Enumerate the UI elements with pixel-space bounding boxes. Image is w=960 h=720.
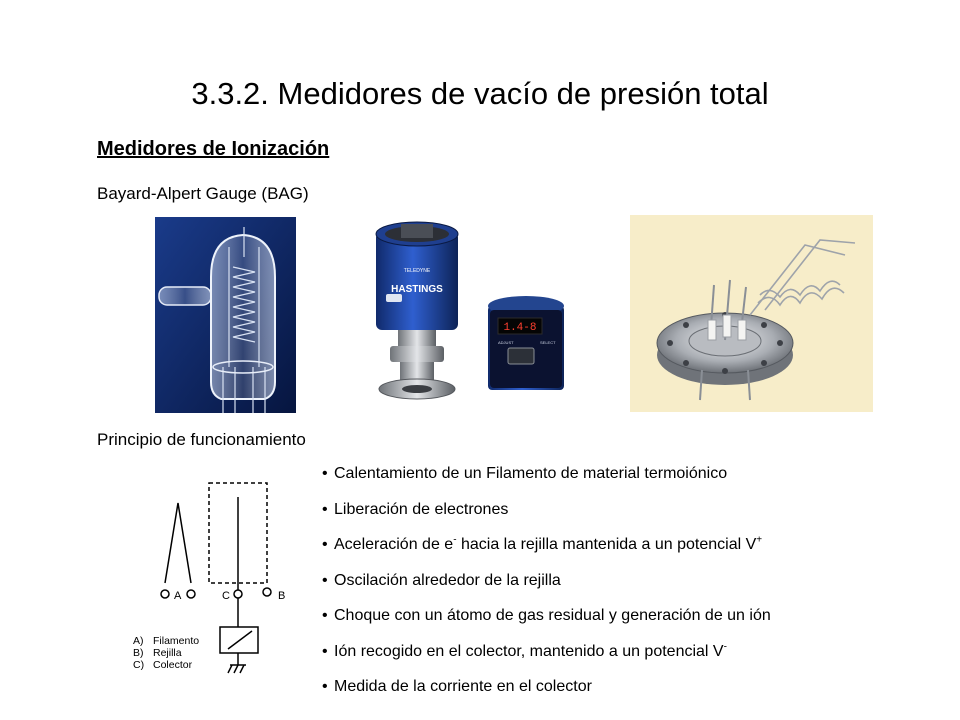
pin-a2 — [187, 590, 195, 598]
brand-label: HASTINGS — [391, 284, 443, 295]
section-subtitle: Medidores de Ionización — [97, 138, 330, 160]
hastings-gauge-photo — [362, 214, 570, 419]
label-b: B — [278, 590, 286, 602]
adjust-label: ADJUST — [498, 340, 514, 345]
legend-item: A) Filamento — [133, 635, 200, 647]
select-label: SELECT — [540, 340, 556, 345]
maker-label: TELEDYNE — [403, 268, 431, 274]
principle-steps-list — [322, 462, 942, 711]
gauge-display: 1.4-8 — [503, 322, 537, 334]
step-item: • Ión recogido en el colector, mantenido a un potencial V- — [322, 641, 727, 660]
glass-bag-tube-photo — [155, 217, 296, 413]
principle-label: Principio de funcionamiento — [97, 430, 306, 449]
step-item: • Choque con un átomo de gas residual y generación de un ión — [322, 607, 771, 624]
step-item: • Medida de la corriente en el colector — [322, 678, 592, 695]
step-item: • Oscilación alrededor de la rejilla — [322, 571, 561, 589]
pin-b — [263, 588, 271, 596]
legend-item: B) Rejilla — [133, 647, 182, 659]
step-item: • Calentamiento de un Filamento de material termoiónico — [322, 465, 728, 482]
step-item: • Aceleración de e- hacia la rejilla mantenida a un potencial V+ — [322, 534, 763, 553]
flange-bag-photo — [630, 215, 873, 412]
filament-wire — [165, 503, 191, 583]
page-title: 3.3.2. Medidores de vacío de presión total — [191, 76, 769, 111]
legend-item: C) Colector — [133, 659, 193, 671]
label-c: C — [222, 590, 230, 602]
pin-c — [234, 590, 242, 598]
label-a: A — [174, 590, 182, 602]
diagram-legend — [133, 635, 199, 671]
pin-a1 — [161, 590, 169, 598]
gauge-label: Bayard-Alpert Gauge (BAG) — [97, 184, 309, 203]
step-item: • Liberación de electrones — [322, 500, 509, 518]
